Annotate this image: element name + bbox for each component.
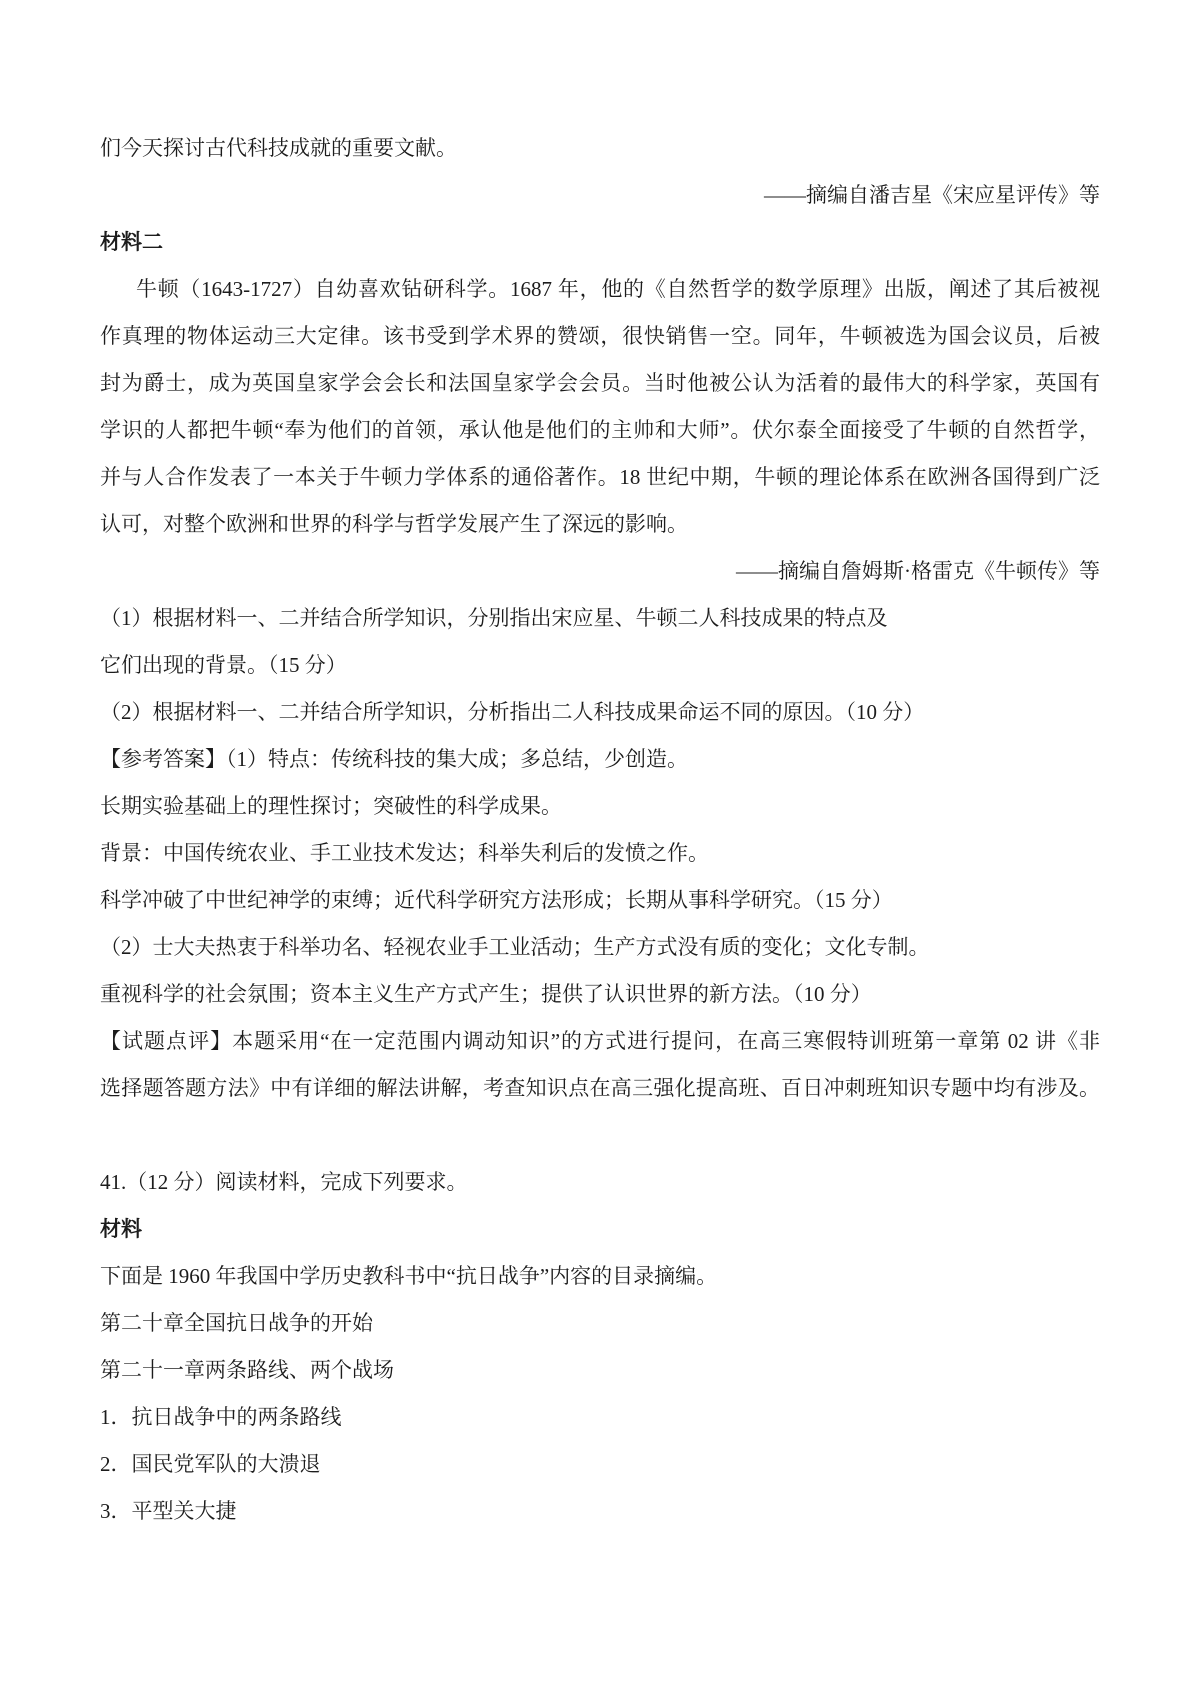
- toc-item-line: 1．抗日战争中的两条路线: [100, 1405, 342, 1429]
- reference-answer-line: 长期实验基础上的理性探讨；突破性的科学成果。: [100, 794, 562, 818]
- toc-item-line: 3．平型关大捷: [100, 1499, 237, 1523]
- material-two-paragraph-line: 作真理的物体运动三大定律。该书受到学术界的赞颂，很快销售一空。同年，牛顿被选为国会议员，后被: [100, 324, 1100, 348]
- question-41-stem: 41.（12 分）阅读材料，完成下列要求。: [100, 1170, 468, 1194]
- reference-answer-line: 科学冲破了中世纪神学的束缚；近代科学研究方法形成；长期从事科学研究。（15 分）: [100, 888, 893, 912]
- material-one-tail-line: 们今天探讨古代科技成就的重要文献。: [100, 136, 457, 160]
- toc-chapter-line: 第二十章全国抗日战争的开始: [100, 1311, 373, 1335]
- material-heading: 材料: [100, 1217, 142, 1241]
- question-comment-line: 选择题答题方法》中有详细的解法讲解，考查知识点在高三强化提高班、百日冲刺班知识专题中均有涉及。: [100, 1076, 1100, 1100]
- material-two-heading: 材料二: [100, 230, 163, 254]
- question-1-line: 它们出现的背景。（15 分）: [100, 653, 347, 677]
- material-two-paragraph-line: 封为爵士，成为英国皇家学会会长和法国皇家学会会员。当时他被公认为活着的最伟大的科学家，英国有: [100, 371, 1100, 395]
- material-two-paragraph-line: 并与人合作发表了一本关于牛顿力学体系的通俗著作。18 世纪中期，牛顿的理论体系在欧洲各国得到广泛: [100, 465, 1100, 489]
- material-one-source-line: ——摘编自潘吉星《宋应星评传》等: [764, 183, 1100, 207]
- reference-answer-line: 背景：中国传统农业、手工业技术发达；科举失利后的发愤之作。: [100, 841, 709, 865]
- question-1-line: （1）根据材料一、二并结合所学知识，分别指出宋应星、牛顿二人科技成果的特点及: [100, 606, 888, 630]
- material-two-paragraph-line: 认可，对整个欧洲和世界的科学与哲学发展产生了深远的影响。: [100, 512, 688, 536]
- reference-answer-line: 【参考答案】（1）特点：传统科技的集大成；多总结，少创造。: [100, 747, 688, 771]
- blank-line: [100, 1112, 1100, 1159]
- reference-answer-line: 重视科学的社会氛围；资本主义生产方式产生；提供了认识世界的新方法。（10 分）: [100, 982, 872, 1006]
- question-comment-line: 【试题点评】本题采用“在一定范围内调动知识”的方式进行提问，在高三寒假特训班第一章第 02 讲《非: [100, 1029, 1100, 1053]
- material-two-source-line: ——摘编自詹姆斯·格雷克《牛顿传》等: [736, 559, 1100, 583]
- material-intro-line: 下面是 1960 年我国中学历史教科书中“抗日战争”内容的目录摘编。: [100, 1264, 718, 1288]
- material-two-paragraph-line: 牛顿（1643-1727）自幼喜欢钻研科学。1687 年，他的《自然哲学的数学原理》出版，阐述了其后被视: [136, 277, 1100, 301]
- toc-chapter-line: 第二十一章两条路线、两个战场: [100, 1358, 394, 1382]
- reference-answer-line: （2）士大夫热衷于科举功名、轻视农业手工业活动；生产方式没有质的变化；文化专制。: [100, 935, 930, 959]
- question-2-line: （2）根据材料一、二并结合所学知识，分析指出二人科技成果命运不同的原因。（10 分）: [100, 700, 925, 724]
- material-two-paragraph-line: 学识的人都把牛顿“奉为他们的首领，承认他是他们的主帅和大师”。伏尔泰全面接受了牛顿的自然哲学，: [100, 418, 1100, 442]
- toc-item-line: 2．国民党军队的大溃退: [100, 1452, 321, 1476]
